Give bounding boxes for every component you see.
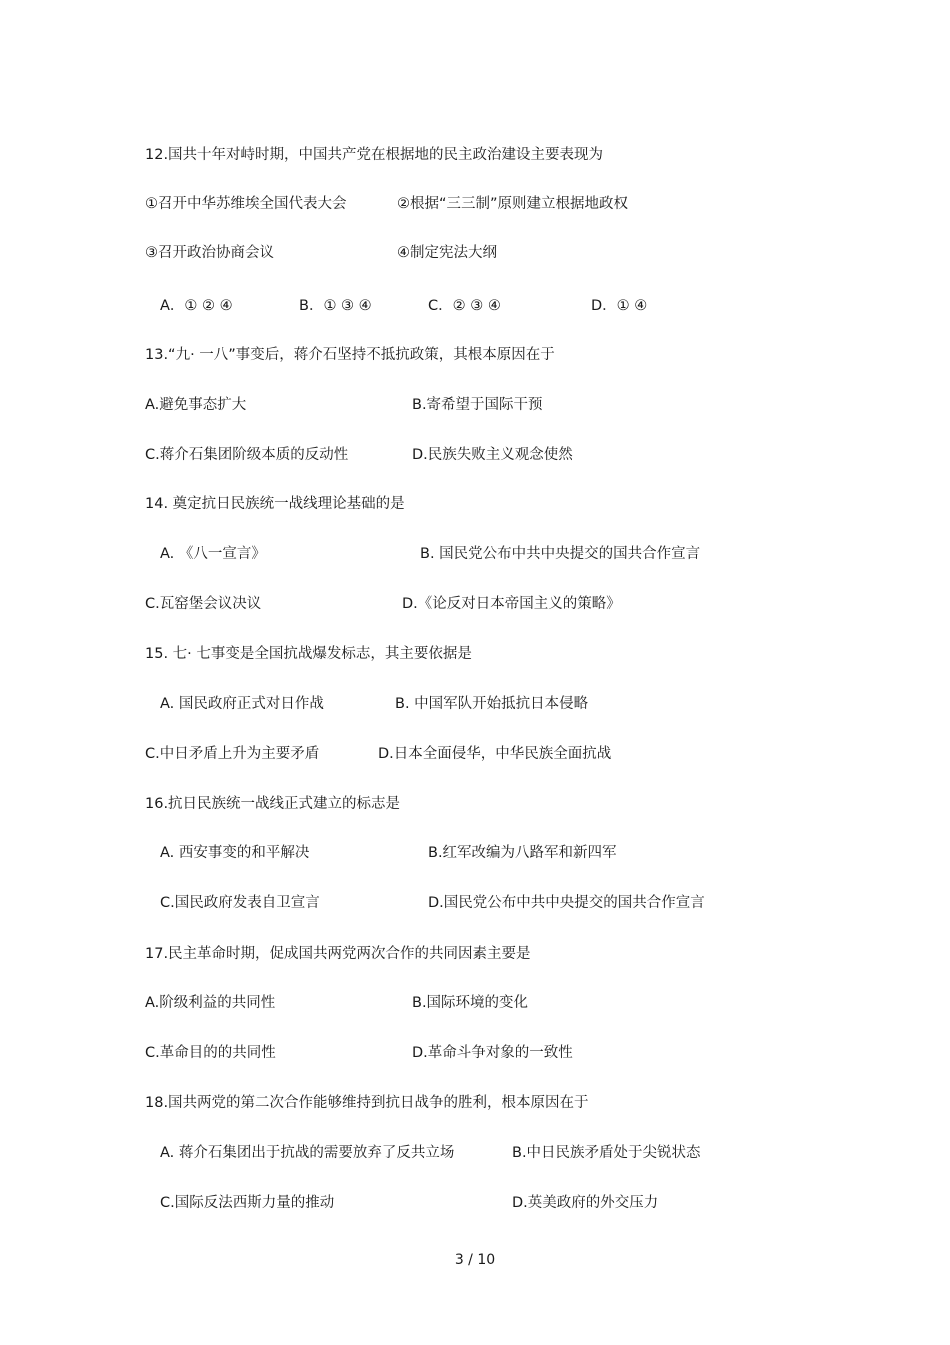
question-17-option-b: B.国际环境的变化 — [412, 995, 529, 1011]
question-13-option-a: A.避免事态扩大 — [145, 397, 247, 413]
question-14-option-b: B. 国民党公布中共中央提交的国共合作宣言 — [420, 546, 701, 562]
question-17-option-d: D.革命斗争对象的一致性 — [412, 1045, 573, 1061]
question-14-option-d: D.《论反对日本帝国主义的策略》 — [402, 596, 621, 612]
question-14-stem: 14. 奠定抗日民族统一战线理论基础的是 — [145, 496, 405, 512]
question-15-option-a: A. 国民政府正式对日作战 — [160, 696, 324, 712]
question-17-option-a: A.阶级利益的共同性 — [145, 995, 276, 1011]
question-17-option-c: C.革命目的的共同性 — [145, 1045, 276, 1061]
question-15-option-d: D.日本全面侵华，中华民族全面抗战 — [378, 746, 612, 762]
question-15-option-b: B. 中国军队开始抵抗日本侵略 — [395, 696, 589, 712]
question-12-option-d: D．① ④ — [591, 298, 648, 314]
question-13-stem: 13.“九· 一八”事变后，蒋介石坚持不抵抗政策，其根本原因在于 — [145, 347, 555, 363]
question-18-option-b: B.中日民族矛盾处于尖锐状态 — [512, 1145, 701, 1161]
question-16-option-a: A. 西安事变的和平解决 — [160, 845, 310, 861]
question-12-item-1: ①召开中华苏维埃全国代表大会 — [145, 196, 347, 212]
question-12-item-2: ②根据“三三制”原则建立根据地政权 — [397, 196, 629, 212]
question-17-stem: 17.民主革命时期，促成国共两党两次合作的共同因素主要是 — [145, 946, 531, 962]
question-13-option-c: C.蒋介石集团阶级本质的反动性 — [145, 447, 349, 463]
question-18-option-c: C.国际反法西斯力量的推动 — [160, 1195, 335, 1211]
question-12-option-a: A．① ② ④ — [160, 298, 233, 314]
page-number: 3 / 10 — [454, 1252, 496, 1268]
question-12-item-4: ④制定宪法大纲 — [397, 245, 497, 261]
question-14-option-c: C.瓦窑堡会议决议 — [145, 596, 262, 612]
question-18-stem: 18.国共两党的第二次合作能够维持到抗日战争的胜利，根本原因在于 — [145, 1095, 589, 1111]
question-15-option-c: C.中日矛盾上升为主要矛盾 — [145, 746, 320, 762]
question-12-option-b: B．① ③ ④ — [299, 298, 372, 314]
question-18-option-d: D.英美政府的外交压力 — [512, 1195, 659, 1211]
question-12-item-3: ③召开政治协商会议 — [145, 245, 274, 261]
question-15-stem: 15. 七· 七事变是全国抗战爆发标志，其主要依据是 — [145, 646, 472, 662]
question-14-option-a: A. 《八一宣言》 — [160, 546, 266, 562]
question-12-option-c: C．② ③ ④ — [428, 298, 501, 314]
question-16-stem: 16.抗日民族统一战线正式建立的标志是 — [145, 796, 401, 812]
question-13-option-d: D.民族失败主义观念使然 — [412, 447, 573, 463]
question-18-option-a: A. 蒋介石集团出于抗战的需要放弃了反共立场 — [160, 1145, 455, 1161]
question-16-option-b: B.红军改编为八路军和新四军 — [428, 845, 617, 861]
question-16-option-d: D.国民党公布中共中央提交的国共合作宣言 — [428, 895, 705, 911]
question-12-stem: 12.国共十年对峙时期，中国共产党在根据地的民主政治建设主要表现为 — [145, 147, 604, 163]
question-13-option-b: B.寄希望于国际干预 — [412, 397, 543, 413]
question-16-option-c: C.国民政府发表自卫宣言 — [160, 895, 320, 911]
